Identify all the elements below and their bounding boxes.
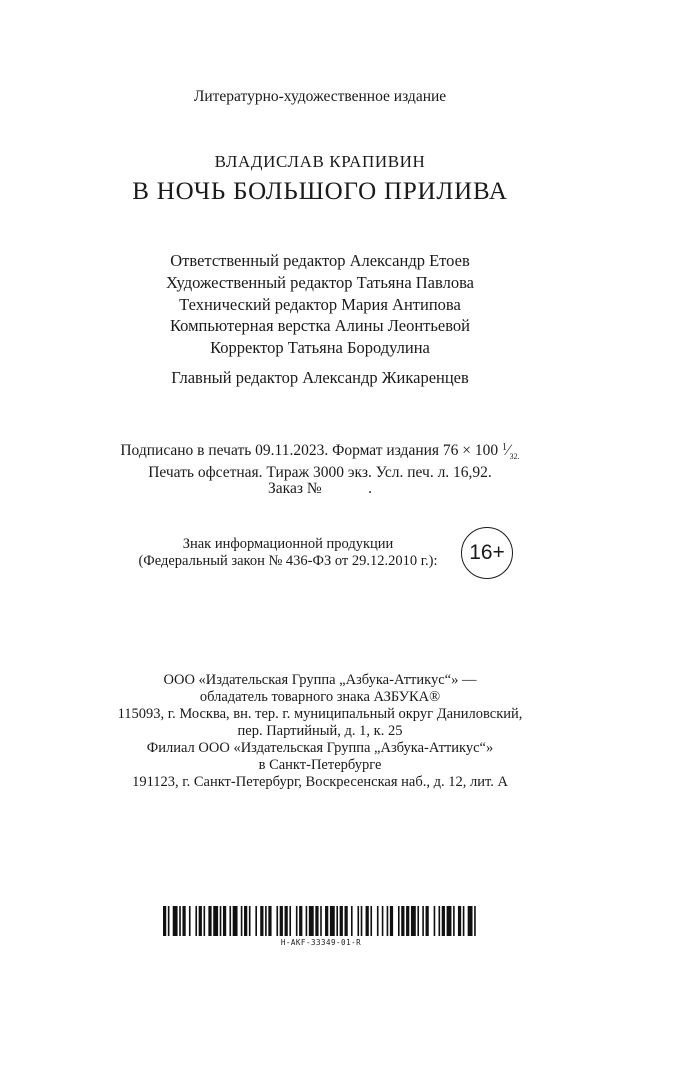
credit-line: Художественный редактор Татьяна Павлова xyxy=(166,272,474,292)
barcode-bar xyxy=(173,906,178,936)
info-sign-text xyxy=(118,536,458,570)
barcode-bar xyxy=(199,906,202,936)
barcode-bar xyxy=(168,906,170,936)
barcode-bar xyxy=(241,906,243,936)
barcode-bar xyxy=(320,906,322,936)
barcode-bar xyxy=(306,906,308,936)
barcode-bar xyxy=(195,906,197,936)
barcode-bar xyxy=(401,906,404,936)
barcode-bar xyxy=(382,906,384,936)
barcode-bar xyxy=(249,906,251,936)
barcode-bar xyxy=(330,906,335,936)
publisher-block xyxy=(0,672,640,740)
author-name: ВЛАДИСЛАВ КРАПИВИН xyxy=(214,152,426,171)
barcode-bar xyxy=(434,906,436,936)
publisher-line: обладатель товарного знака АЗБУКА® xyxy=(199,689,441,705)
barcode xyxy=(163,906,479,936)
barcode-bar xyxy=(390,906,393,936)
barcode-bar xyxy=(406,906,409,936)
info-sign-line-2: (Федеральный закон № 436-ФЗ от 29.12.2010 г.): xyxy=(138,553,438,569)
print-info xyxy=(0,440,640,497)
branch-line: в Санкт-Петербурге xyxy=(258,757,382,773)
barcode-bar xyxy=(289,906,291,936)
barcode-bar xyxy=(387,906,389,936)
barcode-bar xyxy=(366,906,369,936)
publisher-line: ООО «Издательская Группа „Азбука-Аттикус“» — xyxy=(163,672,477,688)
branch-line: Филиал ООО «Издательская Группа „Азбука-Аттикус“» xyxy=(146,740,494,756)
barcode-bar xyxy=(422,906,424,936)
barcode-bar xyxy=(361,906,363,936)
publisher-line: 115093, г. Москва, вн. тер. г. муниципальный округ Даниловский, xyxy=(117,706,523,722)
barcode-bar xyxy=(260,906,263,936)
barcode-bar xyxy=(315,906,318,936)
barcode-bar xyxy=(213,906,218,936)
barcode-bar xyxy=(458,906,461,936)
barcode-bar xyxy=(276,906,278,936)
print-line-3: Заказ № . xyxy=(268,480,372,497)
barcode-bar xyxy=(474,906,476,936)
barcode-bar xyxy=(336,906,338,936)
barcode-bar xyxy=(398,906,400,936)
barcode-bar xyxy=(463,906,465,936)
chief-editor: Главный редактор Александр Жикаренцев xyxy=(171,368,469,387)
format-denominator: 32 xyxy=(509,452,518,461)
barcode-bar xyxy=(265,906,267,936)
publisher-line: пер. Партийный, д. 1, к. 25 xyxy=(237,723,403,739)
barcode-bar xyxy=(189,906,191,936)
format-slash: ⁄ xyxy=(507,442,510,459)
barcode-bar xyxy=(204,906,206,936)
credits-block xyxy=(0,250,640,359)
barcode-bar xyxy=(179,906,181,936)
barcode-bar xyxy=(370,906,372,936)
barcode-bar xyxy=(163,906,166,936)
credit-line: Компьютерная верстка Алины Леонтьевой xyxy=(169,316,470,336)
barcode-bar xyxy=(417,906,419,936)
credit-line: Ответственный редактор Александр Етоев xyxy=(170,251,470,270)
barcode-bar xyxy=(296,906,298,936)
barcode-bar xyxy=(182,906,185,936)
barcode-bar xyxy=(244,906,247,936)
barcode-bar xyxy=(377,906,379,936)
barcode-bar xyxy=(208,906,211,936)
barcode-bar xyxy=(268,906,271,936)
format-end: . xyxy=(517,452,520,461)
format-numerator: 1 xyxy=(502,442,508,453)
barcode-bar xyxy=(453,906,455,936)
barcode-bar xyxy=(357,906,359,936)
barcode-bar xyxy=(442,906,445,936)
edition-type: Литературно-художественное издание xyxy=(193,88,447,105)
barcode-bar xyxy=(280,906,283,936)
barcode-bar xyxy=(426,906,429,936)
barcode-bar xyxy=(233,906,238,936)
credit-line: Технический редактор Мария Антипова xyxy=(179,294,461,314)
print-line-1 xyxy=(0,440,640,465)
barcode-bar xyxy=(255,906,257,936)
barcode-bar xyxy=(345,906,348,936)
barcode-bar xyxy=(411,906,416,936)
barcode-bar xyxy=(229,906,231,936)
age-rating-badge: 16+ xyxy=(461,527,513,579)
barcode-bar xyxy=(340,906,343,936)
barcode-bar xyxy=(220,906,222,936)
credit-line: Корректор Татьяна Бородулина xyxy=(210,338,430,358)
barcode-bar xyxy=(351,906,353,936)
barcode-label: H-AKF-33349-01-R xyxy=(280,938,362,947)
branch-block xyxy=(0,740,640,791)
barcode-bar xyxy=(223,906,226,936)
branch-line: 191123, г. Санкт-Петербург, Воскресенская наб., д. 12, лит. А xyxy=(132,774,508,790)
barcode-bar xyxy=(468,906,473,936)
barcode-bar xyxy=(299,906,302,936)
barcode-bar xyxy=(285,906,288,936)
barcode-bar xyxy=(447,906,452,936)
book-title: В НОЧЬ БОЛЬШОГО ПРИЛИВА xyxy=(132,178,508,205)
print-line-1-text: Подписано в печать 09.11.2023. Формат издания 76 × 100 xyxy=(120,442,499,459)
barcode-bar xyxy=(325,906,328,936)
print-line-2: Печать офсетная. Тираж 3000 экз. Усл. печ. л. 16,92. xyxy=(148,464,492,481)
barcode-bar xyxy=(309,906,314,936)
info-sign-line-1: Знак информационной продукции xyxy=(182,536,394,552)
barcode-bar xyxy=(438,906,440,936)
